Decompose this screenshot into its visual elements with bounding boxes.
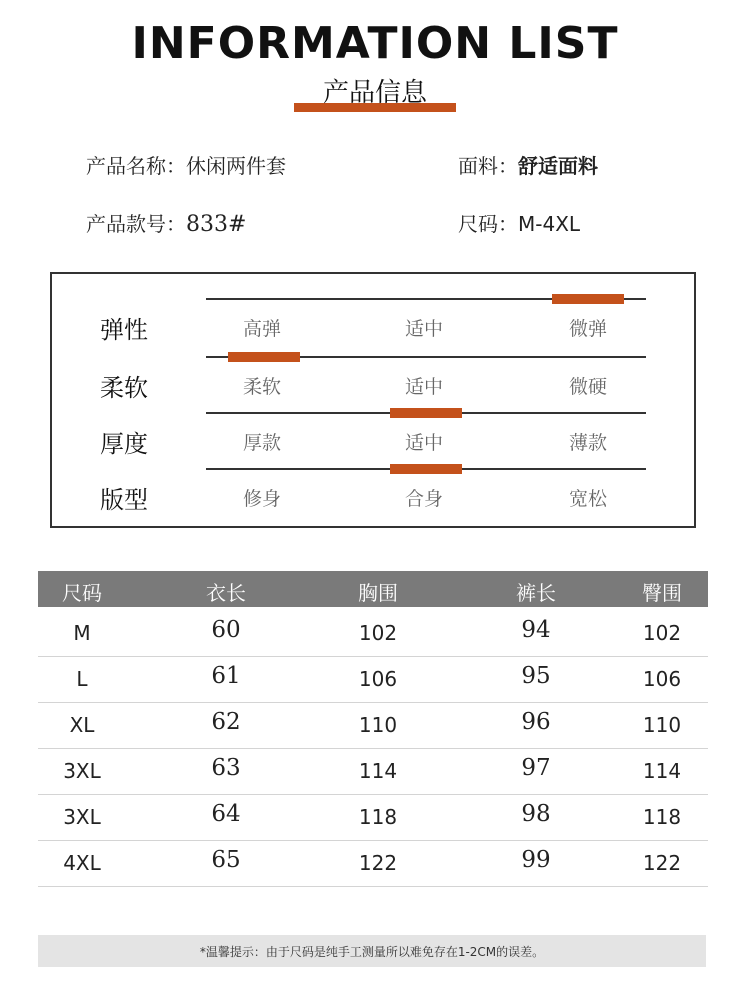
column-header-size: 尺码: [62, 581, 102, 605]
cell-size: XL: [69, 713, 95, 737]
rating-marker: [552, 294, 624, 304]
cell-length: 60: [211, 617, 241, 643]
rating-name: 柔软: [100, 374, 148, 402]
rating-row-thickness: [52, 388, 694, 458]
cell-hip: 118: [642, 805, 682, 829]
cell-size: 4XL: [63, 851, 101, 875]
product-name-row: [86, 150, 286, 179]
rating-marker: [228, 352, 300, 362]
cell-hip: 114: [642, 759, 682, 783]
cell-pants-length: 98: [521, 801, 551, 827]
rating-option: 适中: [404, 376, 443, 398]
table-row: [38, 795, 708, 841]
subtitle-block: [294, 72, 456, 112]
product-model-value: 833#: [186, 212, 247, 237]
product-model-row: [86, 208, 246, 237]
rating-name: 弹性: [100, 316, 148, 344]
rating-marker: [390, 464, 462, 474]
column-header-chest: 胸围: [358, 581, 398, 605]
subtitle: 产品信息: [322, 78, 427, 108]
rating-option: 微硬: [568, 376, 607, 398]
cell-hip: 122: [642, 851, 682, 875]
footer-note: *温馨提示：由于尺码是纯手工测量所以难免存在1-2CM的误差。: [199, 945, 545, 959]
product-name-label: 产品名称：: [86, 154, 186, 178]
cell-size: 3XL: [63, 759, 101, 783]
cell-length: 65: [211, 847, 241, 873]
rating-option: 高弹: [242, 318, 281, 340]
product-name-value: 休闲两件套: [186, 154, 286, 178]
size-range-label: 尺码：: [458, 212, 518, 236]
cell-chest: 102: [358, 621, 398, 645]
rating-option: 薄款: [568, 432, 607, 454]
cell-chest: 106: [358, 667, 398, 691]
column-header-pants-length: 裤长: [516, 581, 556, 605]
cell-hip: 110: [642, 713, 682, 737]
attribute-ratings-panel: [50, 272, 696, 528]
cell-length: 61: [211, 663, 241, 689]
table-row: [38, 749, 708, 795]
cell-length: 64: [211, 801, 241, 827]
cell-chest: 118: [358, 805, 398, 829]
cell-chest: 114: [358, 759, 398, 783]
cell-chest: 110: [358, 713, 398, 737]
size-table-header: [38, 571, 708, 607]
cell-pants-length: 94: [521, 617, 551, 643]
table-row: [38, 657, 708, 703]
table-row: [38, 703, 708, 749]
cell-pants-length: 99: [521, 847, 551, 873]
cell-hip: 106: [642, 667, 682, 691]
cell-size: 3XL: [63, 805, 101, 829]
cell-pants-length: 95: [521, 663, 551, 689]
rating-option: 适中: [404, 432, 443, 454]
page-title: INFORMATION LIST: [131, 18, 619, 69]
cell-length: 63: [211, 755, 241, 781]
table-row: [38, 611, 708, 657]
footer-note-bar: [38, 935, 706, 967]
cell-size: L: [76, 667, 88, 691]
cell-size: M: [73, 621, 91, 645]
rating-option: 柔软: [242, 376, 281, 398]
rating-name: 版型: [100, 486, 148, 514]
rating-option: 适中: [404, 318, 443, 340]
rating-option: 合身: [404, 488, 443, 510]
rating-option: 修身: [242, 488, 281, 510]
cell-length: 62: [211, 709, 241, 735]
rating-row-fit: [52, 444, 694, 514]
size-range-value: M-4XL: [518, 212, 581, 236]
size-range-row: [458, 208, 580, 237]
rating-marker: [390, 408, 462, 418]
column-header-length: 衣长: [206, 581, 246, 605]
fabric-value: 舒适面料: [518, 154, 598, 178]
product-model-label: 产品款号：: [86, 212, 186, 236]
cell-hip: 102: [642, 621, 682, 645]
cell-chest: 122: [358, 851, 398, 875]
rating-option: 厚款: [242, 432, 281, 454]
fabric-label: 面料：: [458, 154, 518, 178]
table-row: [38, 841, 708, 887]
column-header-hip: 臀围: [642, 581, 682, 605]
rating-option: 宽松: [568, 488, 607, 510]
rating-row-softness: [52, 332, 694, 402]
rating-name: 厚度: [100, 430, 148, 458]
rating-row-elasticity: [52, 274, 694, 344]
cell-pants-length: 97: [521, 755, 551, 781]
rating-option: 微弹: [568, 318, 607, 340]
fabric-row: [458, 150, 598, 179]
cell-pants-length: 96: [521, 709, 551, 735]
